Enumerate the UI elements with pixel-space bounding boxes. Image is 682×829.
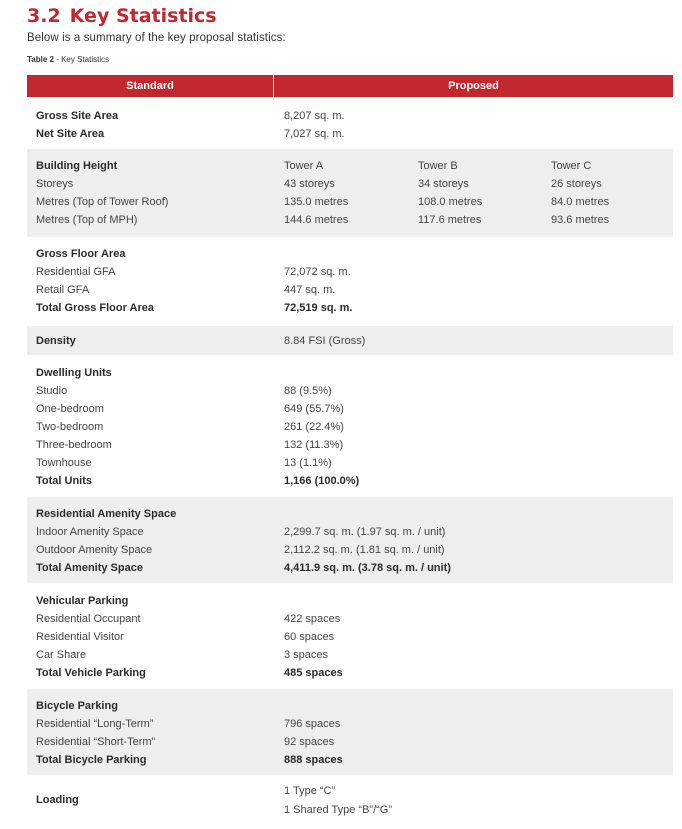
table-row (27, 193, 673, 211)
row-value: 72,519 sq. m. (284, 302, 353, 314)
row-value: 485 spaces (284, 667, 343, 679)
row-value: 93.6 metres (551, 214, 610, 226)
row-label: Indoor Amenity Space (36, 526, 144, 538)
table-row (27, 697, 673, 715)
section-number: 3.2 (27, 5, 61, 27)
row-value: 1 Shared Type “B”/“G” (284, 804, 393, 816)
vehicular-parking-section (27, 584, 673, 688)
intro-text: Below is a summary of the key proposal statistics: (27, 32, 286, 44)
tower-b-label: Tower B (418, 160, 458, 172)
row-value: 7,027 sq. m. (284, 128, 345, 140)
header-standard: Standard (27, 75, 274, 97)
site-area-section (27, 98, 673, 148)
dwelling-units-section (27, 356, 673, 496)
row-label: Total Gross Floor Area (36, 302, 154, 314)
table-row (27, 400, 673, 418)
table-row (27, 664, 673, 682)
table-row (27, 715, 673, 733)
table-row (27, 299, 673, 317)
amenity-space-section (27, 497, 673, 583)
table-row (27, 523, 673, 541)
table-row (27, 364, 673, 382)
table-row (27, 472, 673, 490)
table-row (27, 382, 673, 400)
section-label: Dwelling Units (36, 367, 112, 379)
table-row (27, 107, 673, 125)
row-value: 4,411.9 sq. m. (3.78 sq. m. / unit) (284, 562, 451, 574)
row-label: Total Vehicle Parking (36, 667, 146, 679)
row-label: Three-bedroom (36, 439, 112, 451)
row-label: Net Site Area (36, 128, 105, 140)
row-value: 88 (9.5%) (284, 385, 332, 397)
table-row (27, 157, 673, 175)
section-label: Vehicular Parking (36, 595, 129, 607)
section-label: Residential Amenity Space (36, 508, 177, 520)
row-value: 796 spaces (284, 718, 341, 730)
row-value: 60 spaces (284, 631, 335, 643)
table-row (27, 245, 673, 263)
table-row (27, 801, 673, 819)
table-row (27, 592, 673, 610)
row-value: 26 storeys (551, 178, 602, 190)
row-value: 117.6 metres (418, 214, 482, 226)
row-value: 422 spaces (284, 613, 341, 625)
table-row (27, 211, 673, 229)
gross-floor-area-section (27, 238, 673, 325)
loading-section (27, 776, 673, 828)
row-label: One-bedroom (36, 403, 104, 415)
tower-a-label: Tower A (284, 160, 324, 172)
table-row (27, 332, 673, 350)
row-value: 8.84 FSI (Gross) (284, 335, 366, 347)
row-value: 144.6 metres (284, 214, 349, 226)
table-caption-text: - Key Statistics (53, 55, 110, 64)
table-row (27, 436, 673, 454)
row-value: 34 storeys (418, 178, 469, 190)
section-label: Gross Floor Area (36, 248, 126, 260)
row-value: 84.0 metres (551, 196, 610, 208)
table-row (27, 175, 673, 193)
row-value: 8,207 sq. m. (284, 110, 345, 122)
table-row (27, 454, 673, 472)
row-label: Gross Site Area (36, 110, 119, 122)
row-value: 2,299.7 sq. m. (1.97 sq. m. / unit) (284, 526, 446, 538)
table-caption-label: Table 2 (27, 55, 54, 64)
row-label: Two-bedroom (36, 421, 104, 433)
row-value: 888 spaces (284, 754, 343, 766)
row-value: 135.0 metres (284, 196, 349, 208)
section-label: Building Height (36, 160, 118, 172)
row-label: Car Share (36, 649, 87, 661)
row-label: Total Units (36, 475, 93, 487)
table-row (27, 733, 673, 751)
table-row (27, 610, 673, 628)
table-row (27, 541, 673, 559)
row-value: 72,072 sq. m. (284, 266, 351, 278)
row-label: Metres (Top of MPH) (36, 214, 138, 226)
row-label: Density (36, 335, 76, 347)
table-header (27, 75, 673, 97)
row-label: Residential “Long-Term” (36, 718, 154, 730)
building-height-section (27, 149, 673, 237)
tower-c-label: Tower C (551, 160, 592, 172)
row-label: Metres (Top of Tower Roof) (36, 196, 169, 208)
row-label: Residential Visitor (36, 631, 124, 643)
table-row (27, 559, 673, 577)
row-label: Loading (36, 794, 79, 806)
table-row (27, 281, 673, 299)
row-label: Total Bicycle Parking (36, 754, 147, 766)
row-value: 43 storeys (284, 178, 335, 190)
row-value: 1,166 (100.0%) (284, 475, 360, 487)
row-value: 132 (11.3%) (284, 439, 344, 451)
row-value: 261 (22.4%) (284, 421, 344, 433)
section-heading (27, 5, 217, 29)
row-label: Townhouse (36, 457, 92, 469)
density-section (27, 326, 673, 355)
row-value: 649 (55.7%) (284, 403, 344, 415)
table-caption (27, 55, 109, 64)
row-value: 1 Type “C” (284, 785, 336, 797)
table-row (27, 646, 673, 664)
bicycle-parking-section (27, 689, 673, 775)
table-row (27, 751, 673, 769)
row-label: Residential “Short-Term” (36, 736, 156, 748)
table-row (27, 628, 673, 646)
section-title: Key Statistics (69, 5, 217, 27)
row-label: Studio (36, 385, 68, 397)
table-row (27, 263, 673, 281)
row-value: 2,112.2 sq. m. (1.81 sq. m. / unit) (284, 544, 445, 556)
row-label: Retail GFA (36, 284, 90, 296)
row-label: Total Amenity Space (36, 562, 143, 574)
table-row (27, 418, 673, 436)
row-label: Residential GFA (36, 266, 116, 278)
row-value: 92 spaces (284, 736, 335, 748)
row-value: 447 sq. m. (284, 284, 336, 296)
section-label: Bicycle Parking (36, 700, 118, 712)
header-proposed: Proposed (448, 80, 499, 92)
key-statistics-table (27, 75, 673, 816)
table-row (27, 505, 673, 523)
row-value: 3 spaces (284, 649, 329, 661)
row-label: Outdoor Amenity Space (36, 544, 153, 556)
row-label: Storeys (36, 178, 74, 190)
row-value: 13 (1.1%) (284, 457, 332, 469)
row-value: 108.0 metres (418, 196, 483, 208)
row-label: Residential Occupant (36, 613, 141, 625)
table-row (27, 125, 673, 143)
